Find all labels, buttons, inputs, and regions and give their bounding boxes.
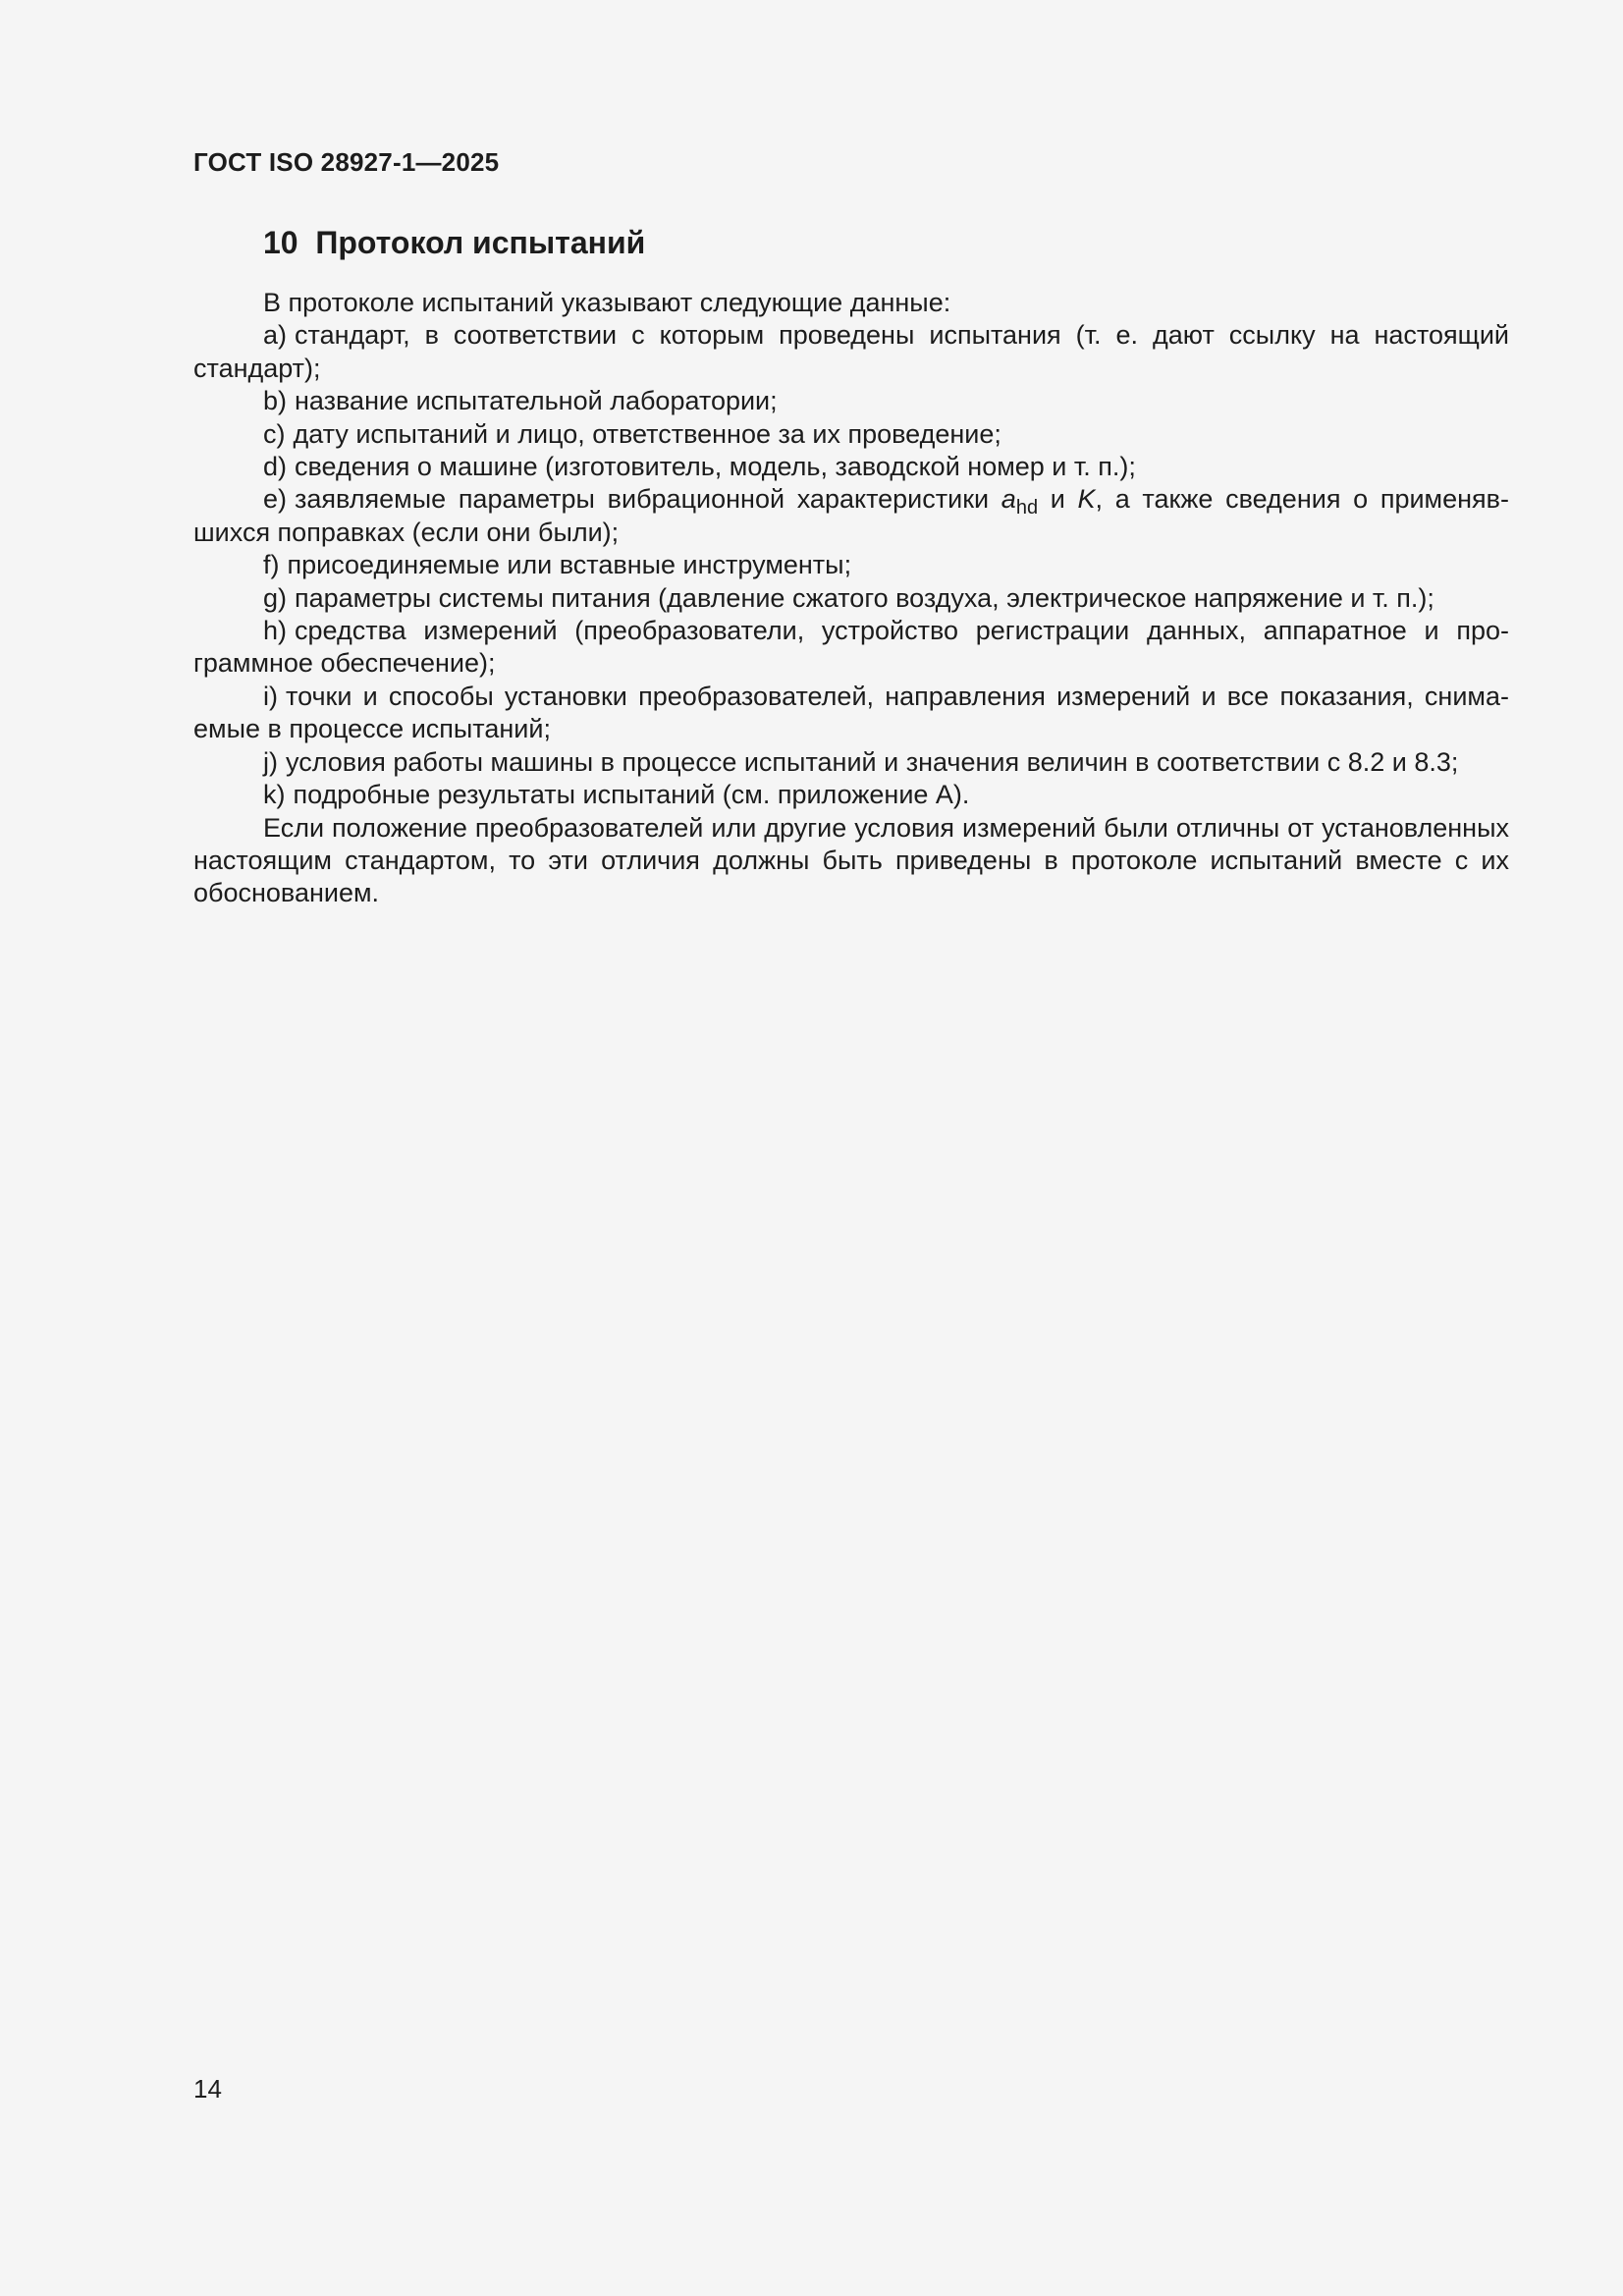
list-item-a <box>193 319 1509 385</box>
list-marker: b) <box>263 386 288 416</box>
list-marker: c) <box>263 418 286 449</box>
list-item-text: , а также сведения о применявшихся поправках (если они были); <box>193 484 1509 547</box>
list-item-e <box>193 483 1509 549</box>
list-item-g <box>193 582 1509 615</box>
list-marker: a) <box>263 320 288 351</box>
section-title: Протокол испытаний <box>315 225 646 260</box>
list-item-text: присоединяемые или вставные инструменты; <box>287 550 852 580</box>
list-item-text: название испытательной лаборатории; <box>295 386 778 416</box>
variable-k: K <box>1077 484 1096 515</box>
list-item-k <box>193 779 1509 811</box>
list-item-text: точки и способы установки преобразователей, направления измерений и все показания, снимаемые в процессе испытаний; <box>193 681 1509 744</box>
list-item-text: заявляемые параметры вибрационной характеристики <box>295 484 1001 515</box>
list-item-c <box>193 418 1509 451</box>
list-item-text: сведения о машине (изготовитель, модель, заводской номер и т. п.); <box>295 452 1136 482</box>
list-item-d <box>193 451 1509 483</box>
list-item-h <box>193 615 1509 681</box>
section-body <box>193 287 1509 910</box>
list-marker: f) <box>263 550 280 580</box>
document-header: ГОСТ ISO 28927-1—2025 <box>193 147 500 177</box>
list-item-text: подробные результаты испытаний (см. приложение А). <box>293 780 970 810</box>
list-marker: d) <box>263 452 288 482</box>
intro-paragraph: В протоколе испытаний указывают следующие данные: <box>263 288 951 317</box>
list-item-text: условия работы машины в процессе испытаний и значения величин в соответствии с 8.2 и 8.3; <box>286 746 1459 777</box>
list-item-text: и <box>1038 484 1078 515</box>
section-heading <box>263 225 645 261</box>
list-item-text: средства измерений (преобразователи, устройство регистрации данных, аппаратное и программное обеспечение); <box>193 616 1509 679</box>
list-item-text: дату испытаний и лицо, ответственное за их проведение; <box>293 418 1001 449</box>
variable-a-subscript: hd <box>1015 497 1039 519</box>
list-marker: i) <box>263 681 278 711</box>
list-marker: h) <box>263 616 288 646</box>
page-number: 14 <box>193 2074 222 2104</box>
list-marker: k) <box>263 780 286 810</box>
section-number: 10 <box>263 225 298 260</box>
list-item-f <box>193 549 1509 581</box>
list-marker: e) <box>263 484 288 515</box>
closing-paragraph: Если положение преобразователей или другие условия измерений были отличны от установленных настоящим стандартом, то эти отличия должны быть приведены в протоколе испытаний вместе с их обоснованием. <box>193 812 1509 908</box>
list-marker: j) <box>263 746 278 777</box>
list-item-i <box>193 681 1509 746</box>
list-item-text: параметры системы питания (давление сжатого воздуха, электрическое напряжение и т. п.); <box>295 582 1434 613</box>
list-marker: g) <box>263 582 288 613</box>
list-item-b <box>193 385 1509 417</box>
list-item-j <box>193 746 1509 779</box>
variable-a: a <box>1001 484 1016 515</box>
list-item-text: стандарт, в соответствии с которым проведены испытания (т. е. дают ссылку на настоящий стандарт); <box>193 320 1509 383</box>
